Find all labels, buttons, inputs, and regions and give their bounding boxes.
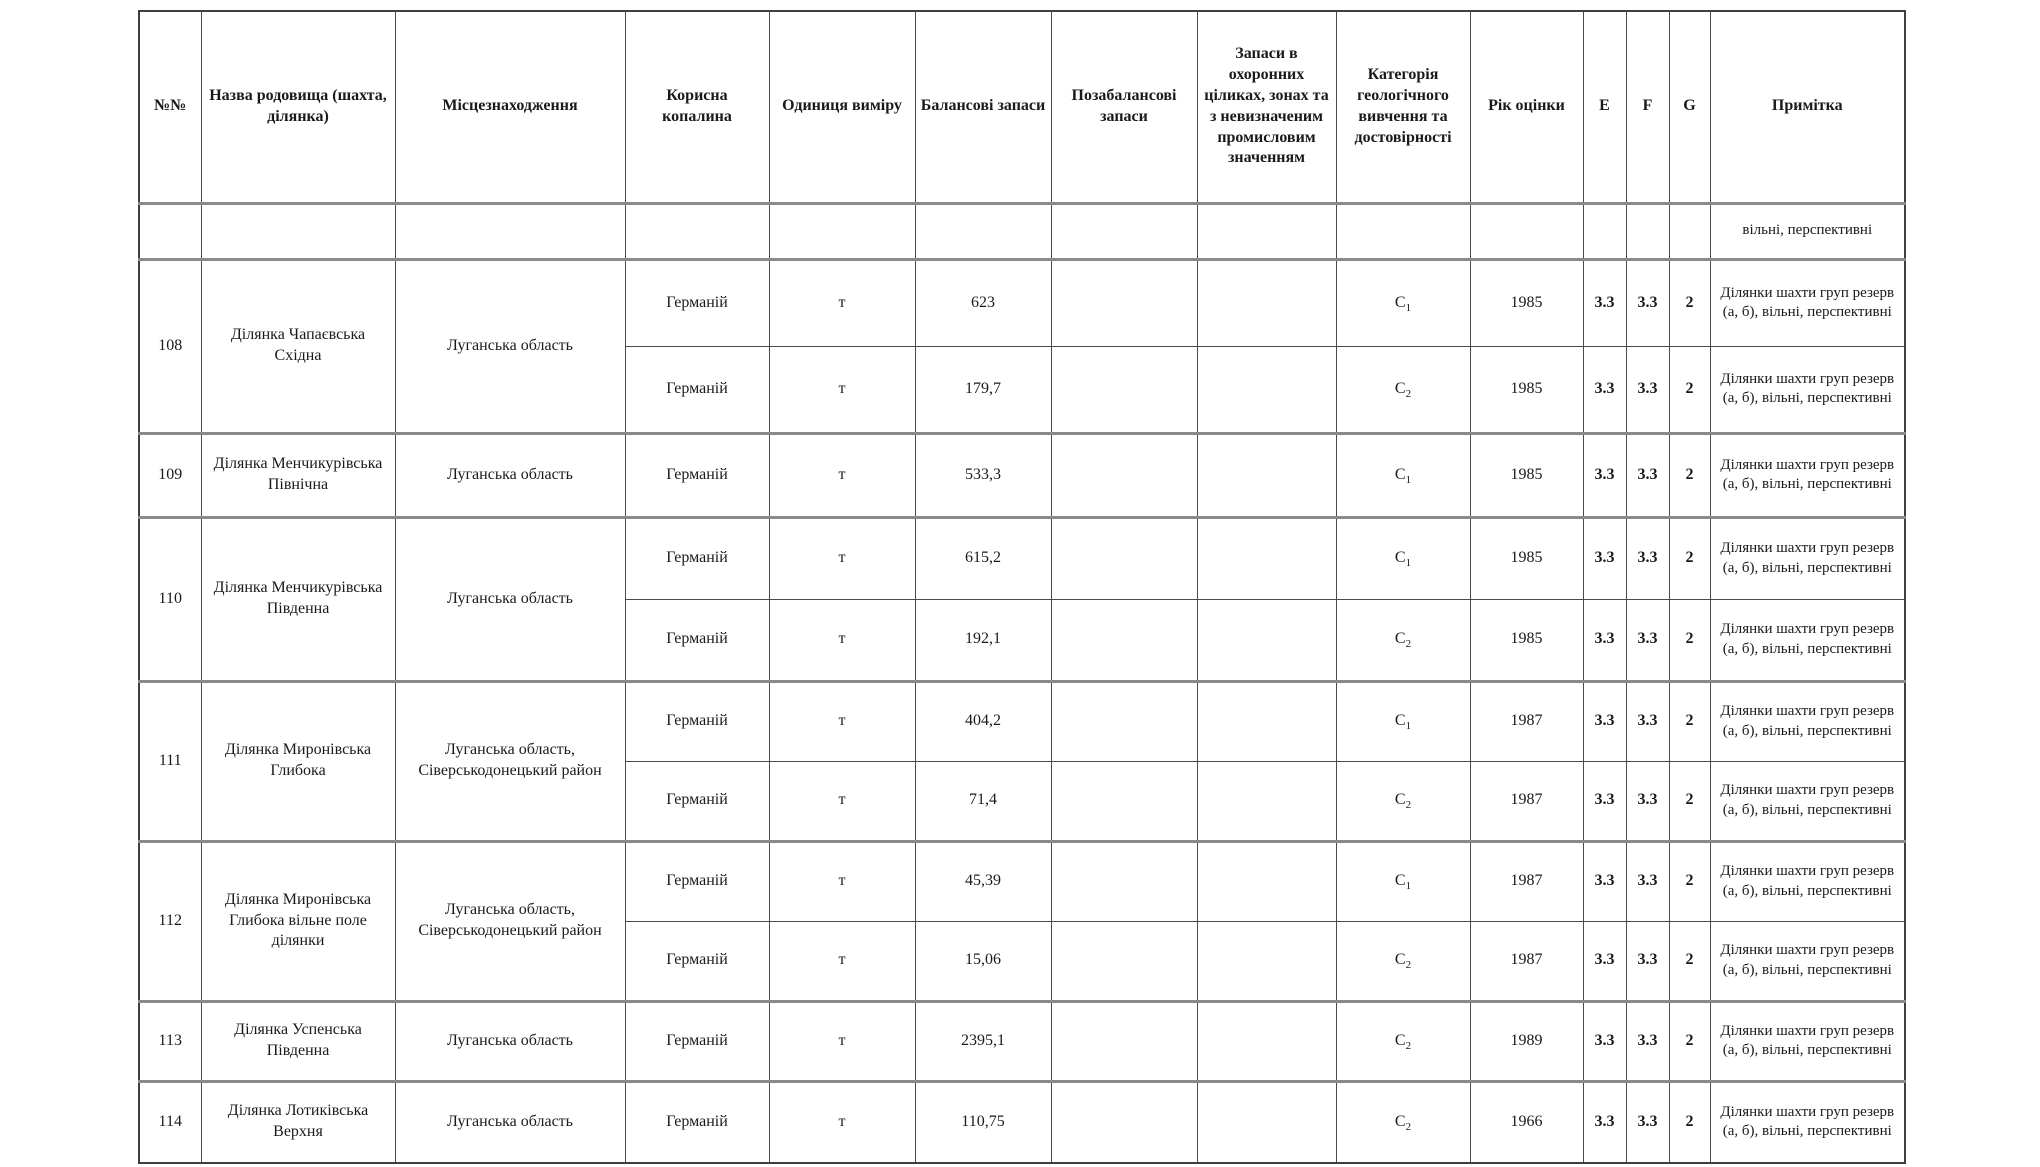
table-row xyxy=(139,841,1905,921)
row-number-cell: 108 xyxy=(139,259,201,433)
category-cell xyxy=(1336,841,1470,921)
e-cell xyxy=(1583,203,1626,259)
balance-reserves-cell: 533,3 xyxy=(915,433,1051,517)
protected-reserves-cell xyxy=(1197,1001,1336,1081)
year-cell: 1987 xyxy=(1470,841,1583,921)
off-balance-reserves-cell xyxy=(1051,841,1197,921)
table-row xyxy=(139,1001,1905,1081)
g-cell: 2 xyxy=(1669,841,1710,921)
unit-cell: т xyxy=(769,433,915,517)
category-cell xyxy=(1336,1081,1470,1163)
unit-cell: т xyxy=(769,259,915,346)
deposit-name-cell: Ділянка Менчикурівська Північна xyxy=(201,433,395,517)
f-cell: 3.3 xyxy=(1626,921,1669,1001)
e-cell: 3.3 xyxy=(1583,517,1626,599)
g-cell xyxy=(1669,203,1710,259)
off-balance-reserves-cell xyxy=(1051,433,1197,517)
col-header-e: E xyxy=(1583,11,1626,203)
category-cell xyxy=(1336,761,1470,841)
protected-reserves-cell xyxy=(1197,681,1336,761)
f-cell: 3.3 xyxy=(1626,259,1669,346)
e-cell: 3.3 xyxy=(1583,346,1626,433)
unit-cell: т xyxy=(769,517,915,599)
year-cell: 1989 xyxy=(1470,1001,1583,1081)
off-balance-reserves-cell xyxy=(1051,761,1197,841)
off-balance-reserves-cell xyxy=(1051,599,1197,681)
deposit-name-cell: Ділянка Менчикурівська Південна xyxy=(201,517,395,681)
unit-cell: т xyxy=(769,599,915,681)
e-cell: 3.3 xyxy=(1583,599,1626,681)
col-header-g: G xyxy=(1669,11,1710,203)
category-subscript: 2 xyxy=(1405,959,1412,972)
g-cell: 2 xyxy=(1669,433,1710,517)
col-header-note: Примітка xyxy=(1710,11,1905,203)
category-cell xyxy=(1336,681,1470,761)
off-balance-reserves-cell xyxy=(1051,681,1197,761)
protected-reserves-cell xyxy=(1197,761,1336,841)
unit-cell: т xyxy=(769,1081,915,1163)
mineral-cell: Германій xyxy=(625,259,769,346)
protected-reserves-cell xyxy=(1197,841,1336,921)
col-header-deposit-name: Назва родовища (шахта, ділянка) xyxy=(201,11,395,203)
balance-reserves-cell: 623 xyxy=(915,259,1051,346)
protected-reserves-cell xyxy=(1197,259,1336,346)
note-cell: Ділянки шахти груп резерв (а, б), вільні, перспективні xyxy=(1710,1081,1905,1163)
mineral-cell xyxy=(625,203,769,259)
protected-reserves-cell xyxy=(1197,517,1336,599)
category-base: С xyxy=(1394,465,1406,483)
f-cell: 3.3 xyxy=(1626,517,1669,599)
g-cell: 2 xyxy=(1669,517,1710,599)
note-cell: Ділянки шахти груп резерв (а, б), вільні, перспективні xyxy=(1710,346,1905,433)
balance-reserves-cell: 404,2 xyxy=(915,681,1051,761)
e-cell: 3.3 xyxy=(1583,841,1626,921)
deposit-name-cell xyxy=(201,203,395,259)
category-base: С xyxy=(1394,1112,1406,1130)
g-cell: 2 xyxy=(1669,681,1710,761)
year-cell xyxy=(1470,203,1583,259)
category-base: С xyxy=(1394,1031,1406,1049)
location-cell xyxy=(395,203,625,259)
g-cell: 2 xyxy=(1669,346,1710,433)
mineral-cell: Германій xyxy=(625,346,769,433)
deposit-name-cell: Ділянка Успенська Південна xyxy=(201,1001,395,1081)
category-base: С xyxy=(1394,712,1406,730)
category-subscript: 2 xyxy=(1405,638,1412,651)
category-base: С xyxy=(1394,951,1406,969)
deposit-name-cell: Ділянка Лотиківська Верхня xyxy=(201,1081,395,1163)
balance-reserves-cell: 615,2 xyxy=(915,517,1051,599)
off-balance-reserves-cell xyxy=(1051,1081,1197,1163)
col-header-offbalance-reserves: Позабалансові запаси xyxy=(1051,11,1197,203)
category-subscript: 1 xyxy=(1405,880,1412,893)
category-subscript: 1 xyxy=(1405,720,1412,733)
category-cell xyxy=(1336,1001,1470,1081)
g-cell: 2 xyxy=(1669,1001,1710,1081)
unit-cell: т xyxy=(769,346,915,433)
category-base: С xyxy=(1394,791,1406,809)
row-number-cell: 109 xyxy=(139,433,201,517)
mineral-cell: Германій xyxy=(625,841,769,921)
year-cell: 1985 xyxy=(1470,259,1583,346)
g-cell: 2 xyxy=(1669,599,1710,681)
deposit-name-cell: Ділянка Миронівська Глибока вільне поле ділянки xyxy=(201,841,395,1001)
off-balance-reserves-cell xyxy=(1051,517,1197,599)
g-cell: 2 xyxy=(1669,259,1710,346)
unit-cell: т xyxy=(769,761,915,841)
f-cell: 3.3 xyxy=(1626,1001,1669,1081)
f-cell: 3.3 xyxy=(1626,681,1669,761)
note-cell: Ділянки шахти груп резерв (а, б), вільні, перспективні xyxy=(1710,681,1905,761)
reserves-table xyxy=(138,10,1906,1164)
balance-reserves-cell: 2395,1 xyxy=(915,1001,1051,1081)
protected-reserves-cell xyxy=(1197,433,1336,517)
col-header-protected-reserves: Запаси в охоронних ціликах, зонах та з невизначеним промисловим значенням xyxy=(1197,11,1336,203)
location-cell: Луганська область, Сіверськодонецький район xyxy=(395,841,625,1001)
protected-reserves-cell xyxy=(1197,203,1336,259)
header-row xyxy=(139,11,1905,203)
col-header-year: Рік оцінки xyxy=(1470,11,1583,203)
location-cell: Луганська область xyxy=(395,433,625,517)
e-cell: 3.3 xyxy=(1583,681,1626,761)
off-balance-reserves-cell xyxy=(1051,1001,1197,1081)
e-cell: 3.3 xyxy=(1583,1081,1626,1163)
year-cell: 1985 xyxy=(1470,517,1583,599)
balance-reserves-cell: 192,1 xyxy=(915,599,1051,681)
category-subscript: 2 xyxy=(1405,1121,1412,1134)
note-cell: Ділянки шахти груп резерв (а, б), вільні, перспективні xyxy=(1710,841,1905,921)
f-cell: 3.3 xyxy=(1626,346,1669,433)
category-subscript: 1 xyxy=(1405,473,1412,486)
location-cell: Луганська область xyxy=(395,517,625,681)
e-cell: 3.3 xyxy=(1583,921,1626,1001)
balance-reserves-cell: 179,7 xyxy=(915,346,1051,433)
year-cell: 1987 xyxy=(1470,921,1583,1001)
category-cell xyxy=(1336,433,1470,517)
f-cell: 3.3 xyxy=(1626,1081,1669,1163)
mineral-cell: Германій xyxy=(625,761,769,841)
category-subscript: 2 xyxy=(1405,387,1412,400)
off-balance-reserves-cell xyxy=(1051,203,1197,259)
balance-reserves-cell xyxy=(915,203,1051,259)
year-cell: 1985 xyxy=(1470,599,1583,681)
table-row xyxy=(139,517,1905,599)
category-cell xyxy=(1336,259,1470,346)
category-subscript: 2 xyxy=(1405,799,1412,812)
note-cell: Ділянки шахти груп резерв (а, б), вільні, перспективні xyxy=(1710,921,1905,1001)
e-cell: 3.3 xyxy=(1583,433,1626,517)
off-balance-reserves-cell xyxy=(1051,921,1197,1001)
f-cell: 3.3 xyxy=(1626,433,1669,517)
note-cell: Ділянки шахти груп резерв (а, б), вільні, перспективні xyxy=(1710,259,1905,346)
balance-reserves-cell: 45,39 xyxy=(915,841,1051,921)
unit-cell: т xyxy=(769,841,915,921)
year-cell: 1987 xyxy=(1470,761,1583,841)
category-base: С xyxy=(1394,549,1406,567)
location-cell: Луганська область xyxy=(395,259,625,433)
col-header-mineral: Корисна копалина xyxy=(625,11,769,203)
category-base: С xyxy=(1394,379,1406,397)
mineral-cell: Германій xyxy=(625,517,769,599)
g-cell: 2 xyxy=(1669,1081,1710,1163)
note-cell: Ділянки шахти груп резерв (а, б), вільні, перспективні xyxy=(1710,517,1905,599)
row-number-cell: 112 xyxy=(139,841,201,1001)
year-cell: 1987 xyxy=(1470,681,1583,761)
location-cell: Луганська область, Сіверськодонецький район xyxy=(395,681,625,841)
category-base: С xyxy=(1394,293,1406,311)
location-cell: Луганська область xyxy=(395,1001,625,1081)
protected-reserves-cell xyxy=(1197,921,1336,1001)
year-cell: 1966 xyxy=(1470,1081,1583,1163)
category-cell xyxy=(1336,203,1470,259)
protected-reserves-cell xyxy=(1197,1081,1336,1163)
year-cell: 1985 xyxy=(1470,433,1583,517)
protected-reserves-cell xyxy=(1197,599,1336,681)
note-cell: Ділянки шахти груп резерв (а, б), вільні, перспективні xyxy=(1710,761,1905,841)
col-header-location: Місцезнаходження xyxy=(395,11,625,203)
unit-cell: т xyxy=(769,1001,915,1081)
year-cell: 1985 xyxy=(1470,346,1583,433)
mineral-cell: Германій xyxy=(625,1081,769,1163)
f-cell: 3.3 xyxy=(1626,761,1669,841)
note-cell: Ділянки шахти груп резерв (а, б), вільні, перспективні xyxy=(1710,599,1905,681)
row-number-cell: 110 xyxy=(139,517,201,681)
category-cell xyxy=(1336,517,1470,599)
f-cell xyxy=(1626,203,1669,259)
note-cell: Ділянки шахти груп резерв (а, б), вільні, перспективні xyxy=(1710,433,1905,517)
category-base: С xyxy=(1394,630,1406,648)
row-number-cell xyxy=(139,203,201,259)
deposit-name-cell: Ділянка Чапаєвська Східна xyxy=(201,259,395,433)
row-number-cell: 111 xyxy=(139,681,201,841)
col-header-unit: Одиниця виміру xyxy=(769,11,915,203)
category-subscript: 1 xyxy=(1405,557,1412,570)
mineral-cell: Германій xyxy=(625,681,769,761)
row-number-cell: 113 xyxy=(139,1001,201,1081)
balance-reserves-cell: 110,75 xyxy=(915,1081,1051,1163)
category-subscript: 2 xyxy=(1405,1039,1412,1052)
mineral-cell: Германій xyxy=(625,921,769,1001)
col-header-category: Категорія геологічного вивчення та достовірності xyxy=(1336,11,1470,203)
mineral-cell: Германій xyxy=(625,599,769,681)
col-header-number: №№ xyxy=(139,11,201,203)
unit-cell: т xyxy=(769,921,915,1001)
deposit-name-cell: Ділянка Миронівська Глибока xyxy=(201,681,395,841)
balance-reserves-cell: 15,06 xyxy=(915,921,1051,1001)
off-balance-reserves-cell xyxy=(1051,346,1197,433)
mineral-cell: Германій xyxy=(625,1001,769,1081)
unit-cell xyxy=(769,203,915,259)
note-cell: Ділянки шахти груп резерв (а, б), вільні, перспективні xyxy=(1710,1001,1905,1081)
category-subscript: 1 xyxy=(1405,301,1412,314)
table-row xyxy=(139,433,1905,517)
note-cell: вільні, перспективні xyxy=(1710,203,1905,259)
e-cell: 3.3 xyxy=(1583,761,1626,841)
category-base: С xyxy=(1394,872,1406,890)
g-cell: 2 xyxy=(1669,761,1710,841)
balance-reserves-cell: 71,4 xyxy=(915,761,1051,841)
col-header-f: F xyxy=(1626,11,1669,203)
col-header-balance-reserves: Балансові запаси xyxy=(915,11,1051,203)
location-cell: Луганська область xyxy=(395,1081,625,1163)
table-row xyxy=(139,681,1905,761)
e-cell: 3.3 xyxy=(1583,1001,1626,1081)
category-cell xyxy=(1336,346,1470,433)
f-cell: 3.3 xyxy=(1626,841,1669,921)
category-cell xyxy=(1336,599,1470,681)
f-cell: 3.3 xyxy=(1626,599,1669,681)
table-row xyxy=(139,259,1905,346)
off-balance-reserves-cell xyxy=(1051,259,1197,346)
carryover-row xyxy=(139,203,1905,259)
e-cell: 3.3 xyxy=(1583,259,1626,346)
g-cell: 2 xyxy=(1669,921,1710,1001)
mineral-cell: Германій xyxy=(625,433,769,517)
category-cell xyxy=(1336,921,1470,1001)
protected-reserves-cell xyxy=(1197,346,1336,433)
row-number-cell: 114 xyxy=(139,1081,201,1163)
unit-cell: т xyxy=(769,681,915,761)
table-row xyxy=(139,1081,1905,1163)
